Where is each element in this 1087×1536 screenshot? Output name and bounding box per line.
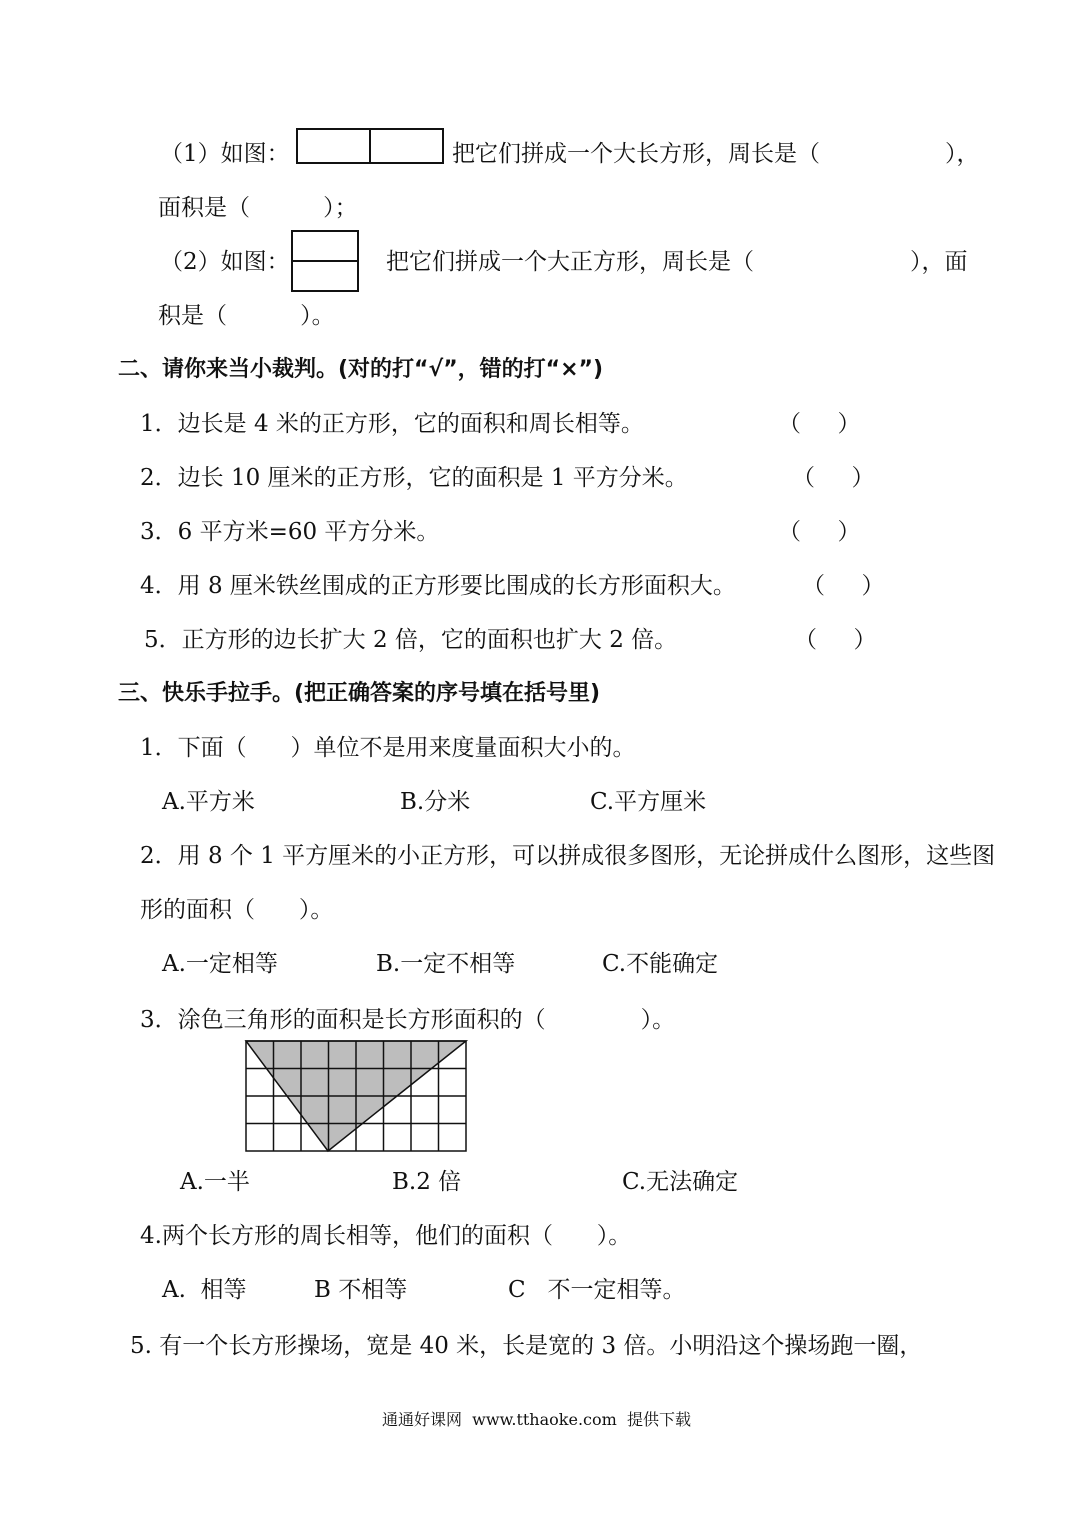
choice-q3-option-b[interactable]: B.2 倍 [392,1169,462,1195]
choice-q2-option-b[interactable]: B.一定不相等 [376,951,516,977]
choice-q2-option-c[interactable]: C.不能确定 [602,951,719,977]
judge-item-2-answer[interactable]: （ ） [792,465,875,491]
q2-perimeter-text: 把它们拼成一个大正方形，周长是（ [386,249,754,275]
section-three-heading: 三、快乐手拉手。(把正确答案的序号填在括号里) [118,681,601,706]
judge-item-1-answer[interactable]: （ ） [778,411,861,437]
choice-q2-line1: 2．用 8 个 1 平方厘米的小正方形，可以拼成很多图形，无论拼成什么图形，这些图 [140,843,996,869]
judge-item-5: 5．正方形的边长扩大 2 倍，它的面积也扩大 2 倍。 [144,627,678,653]
judge-item-1: 1．边长是 4 米的正方形，它的面积和周长相等。 [140,411,644,437]
q2-perimeter-close: ），面 [910,249,968,275]
choice-q2-line2: 形的面积（ ）。 [140,897,334,923]
two-rectangles-horizontal-figure [296,128,446,166]
choice-q2-option-a[interactable]: A.一定相等 [162,951,278,977]
judge-item-3: 3．6 平方米=60 平方分米。 [140,519,440,545]
judge-item-5-answer[interactable]: （ ） [794,627,877,653]
shaded-triangle-grid-figure [246,1041,470,1153]
q1-perimeter-close: ）， [945,141,980,167]
judge-item-4-answer[interactable]: （ ） [802,573,885,599]
choice-q4-option-b[interactable]: B 不相等 [314,1277,408,1303]
choice-q4-option-a[interactable]: A. 相等 [162,1277,247,1303]
choice-q3-option-a[interactable]: A.一半 [180,1169,250,1195]
choice-q1-option-a[interactable]: A.平方米 [162,789,255,815]
choice-q3-option-c[interactable]: C.无法确定 [622,1169,739,1195]
section-two-heading: 二、请你来当小裁判。(对的打“√”，错的打“×”) [118,357,604,382]
q2-prefix: （2）如图： [160,249,290,275]
q2-area-text: 积是（ ）。 [158,303,335,329]
choice-q1-option-b[interactable]: B.分米 [400,789,471,815]
choice-q1: 1．下面（ ）单位不是用来度量面积大小的。 [140,735,636,761]
q1-prefix: （1）如图： [160,141,290,167]
judge-item-3-answer[interactable]: （ ） [778,519,861,545]
choice-q4-option-c[interactable]: C 不一定相等。 [508,1277,686,1303]
judge-item-2: 2．边长 10 厘米的正方形，它的面积是 1 平方分米。 [140,465,688,491]
choice-q3: 3．涂色三角形的面积是长方形面积的（ ）。 [140,1007,676,1033]
two-rectangles-stacked-figure [291,230,361,294]
judge-item-4: 4．用 8 厘米铁丝围成的正方形要比围成的长方形面积大。 [140,573,736,599]
q1-area-text: 面积是（ ）； [158,195,358,221]
q1-perimeter-text: 把它们拼成一个大长方形，周长是（ [452,141,820,167]
choice-q4: 4.两个长方形的周长相等，他们的面积（ ）。 [140,1223,632,1249]
page-footer: 通通好课网 www.tthaoke.com 提供下载 [382,1410,691,1429]
choice-q5: 5. 有一个长方形操场，宽是 40 米，长是宽的 3 倍。小明沿这个操场跑一圈， [130,1333,923,1359]
choice-q1-option-c[interactable]: C.平方厘米 [590,789,707,815]
